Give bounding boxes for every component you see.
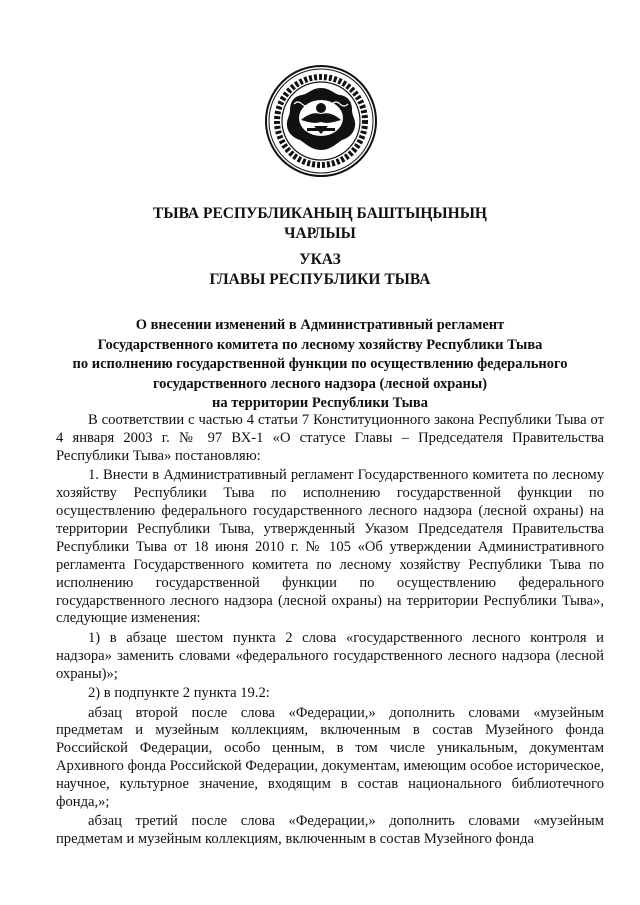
header-tyva bbox=[40, 204, 600, 244]
coat-of-arms-emblem bbox=[264, 64, 378, 178]
subitem-1-paragraph: 1) в абзаце шестом пункта 2 слова «государственного лесного контроля и надзора» заменить словами «федерального государственного лесного надзора (лесной охраны)»; bbox=[56, 629, 604, 682]
decree-body bbox=[56, 412, 604, 851]
paragraph-third-amendment: абзац третий после слова «Федерации,» дополнить словами «музейным предметам и музейным коллекциям, включенным в состав Музейного фонда bbox=[56, 813, 604, 848]
header-tyva-line2: ЧАРЛЫЫ bbox=[284, 225, 356, 242]
decree-title bbox=[40, 316, 600, 414]
decree-title-line: по исполнению государственной функции по осуществлению федерального bbox=[72, 356, 568, 372]
header-ukaz-subtitle: ГЛАВЫ РЕСПУБЛИКИ ТЫВА bbox=[209, 271, 431, 288]
decree-title-line: Государственного комитета по лесному хозяйству Республики Тыва bbox=[97, 336, 543, 353]
paragraph-second-amendment: абзац второй после слова «Федерации,» дополнить словами «музейным предметам и музейным коллекциям, включенным в состав Музейного фонда Российской Федерации, особо ценным, в том числе уникальным, документам Архивного фонда Российской Федерации, документам, имеющим особое историческое, научное, культурное значение, входящим в состав национального библиотечного фонда,»; bbox=[56, 704, 604, 811]
decree-title-line: на территории Республики Тыва bbox=[211, 395, 429, 411]
header-tyva-line1: ТЫВА РЕСПУБЛИКАНЫҢ БАШТЫҢЫНЫҢ bbox=[153, 205, 487, 222]
item-1-paragraph: 1. Внести в Административный регламент Государственного комитета по лесному хозяйству Республики Тыва по исполнению государственной функции по осуществлению федерального государственного лесного надзора (лесной охраны) на территории Республики Тыва, утвержденный Указом Председателя Правительства Республики Тыва от 18 июня 2010 г. № 105 «Об утверждении Административного регламента Государственного комитета по лесному хозяйству Республики Тыва по исполнению государственной функции по осуществлению федерального государственного лесного надзора (лесной охраны) на территории Республики Тыва», следующие изменения: bbox=[56, 467, 604, 627]
preamble-paragraph: В соответствии с частью 4 статьи 7 Конституционного закона Республики Тыва от 4 января 2003 г. № 97 ВХ-1 «О статусе Главы – Председателя Правительства Республики Тыва» постановляю: bbox=[56, 412, 604, 464]
header-ukaz bbox=[40, 250, 600, 290]
decree-title-line: государственного лесного надзора (лесной охраны) bbox=[152, 375, 488, 392]
subitem-2-paragraph: 2) в подпункте 2 пункта 19.2: bbox=[88, 685, 270, 702]
decree-title-line: О внесении изменений в Административный регламент bbox=[135, 317, 505, 333]
header-ukaz-word: УКАЗ bbox=[299, 251, 341, 268]
